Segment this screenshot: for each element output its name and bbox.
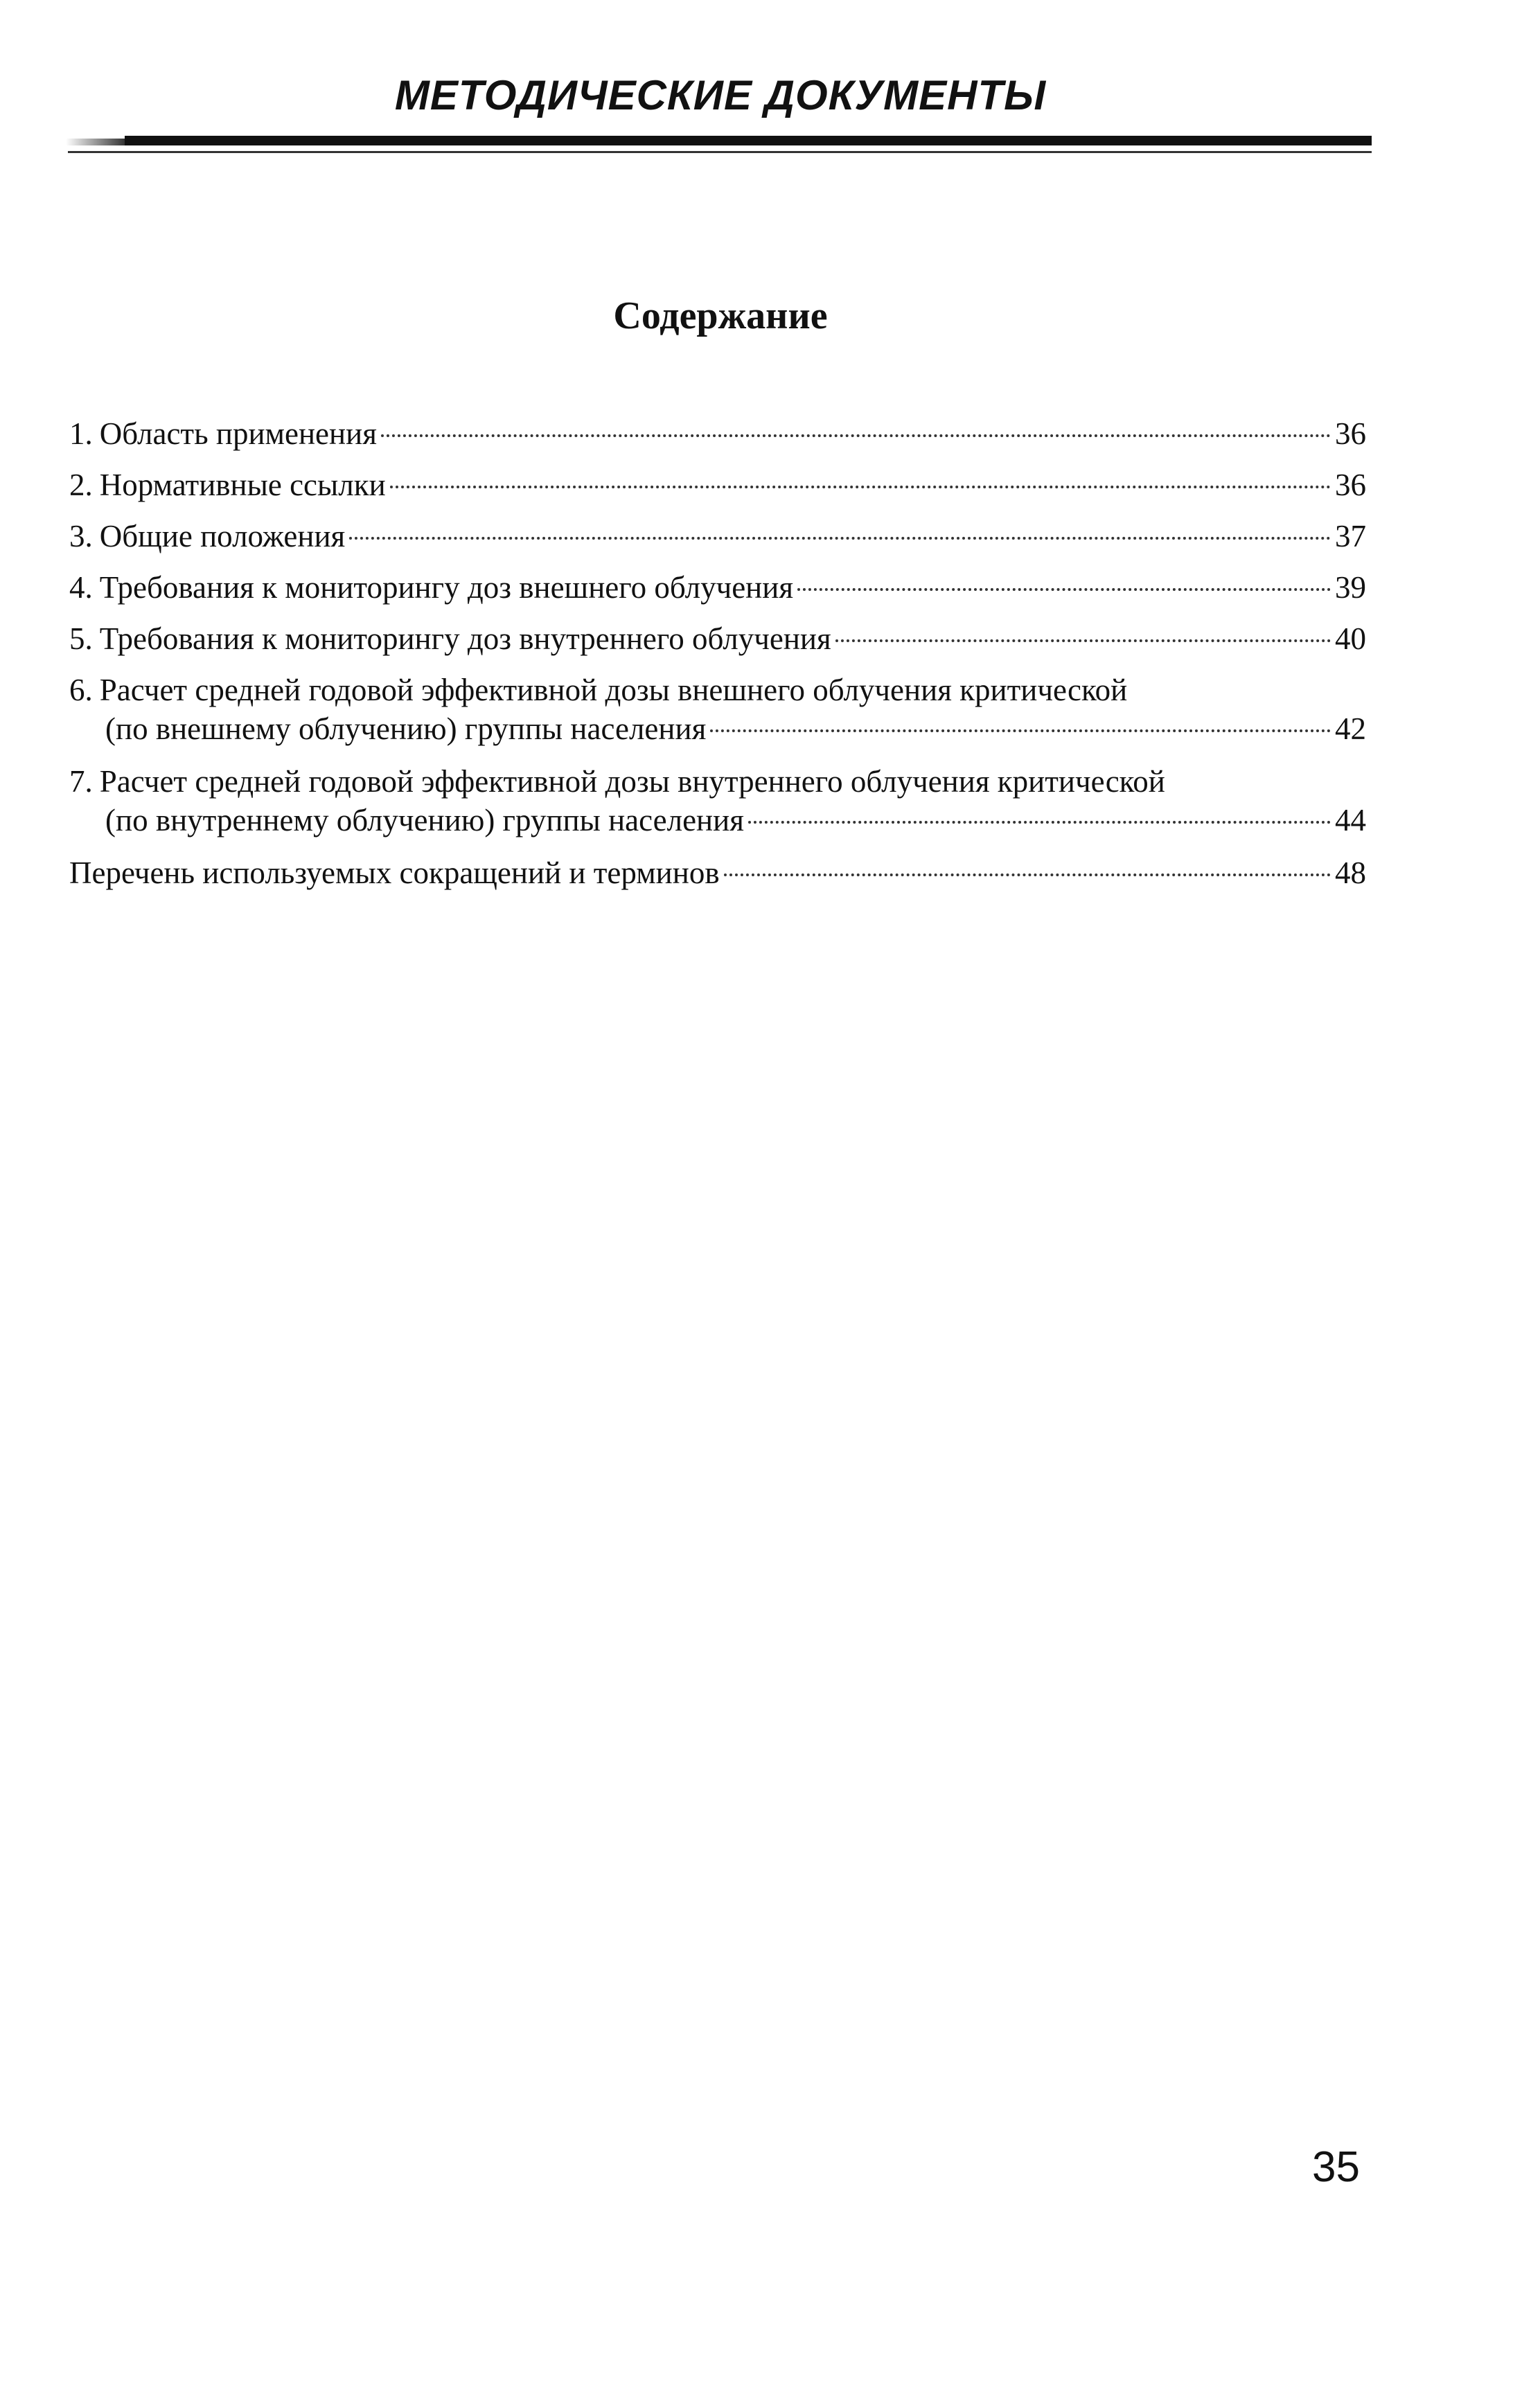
dot-leader <box>710 729 1331 732</box>
toc-entry-first-line <box>69 762 1366 801</box>
toc-entry-number: 6. <box>69 673 93 707</box>
running-header-title: МЕТОДИЧЕСКИЕ ДОКУМЕНТЫ <box>394 72 1047 118</box>
header-rule-thin <box>68 151 1372 153</box>
toc-entry-page: 37 <box>1335 519 1366 553</box>
toc-entry[interactable] <box>69 619 1366 658</box>
toc-entry-last-line <box>69 801 1366 840</box>
toc-entry-text: Расчет средней годовой эффективной дозы внутреннего облучения критической <box>99 764 1165 799</box>
toc-entry[interactable] <box>69 568 1366 607</box>
toc-entry-text: Общие положения <box>99 519 346 553</box>
toc-entry-text-continued: (по внутреннему облучению) группы населения <box>105 803 744 837</box>
dot-leader <box>349 537 1331 540</box>
toc-title: Содержание <box>613 294 828 337</box>
toc-entry-number: 3. <box>69 519 93 553</box>
toc-entry[interactable] <box>69 414 1366 453</box>
toc-entry-page: 36 <box>1335 416 1366 451</box>
toc-entry-text: Требования к мониторингу доз внутреннего облучения <box>99 621 831 656</box>
table-of-contents <box>69 414 1366 905</box>
toc-entry-text: Перечень используемых сокращений и терминов <box>69 855 720 890</box>
toc-entry-number: 4. <box>69 570 93 605</box>
toc-entry-page: 42 <box>1335 711 1366 746</box>
toc-entry-number: 5. <box>69 621 93 656</box>
toc-entry-page: 40 <box>1335 621 1366 656</box>
toc-entry-text: Расчет средней годовой эффективной дозы внешнего облучения критической <box>99 673 1128 707</box>
page-number: 35 <box>1312 2143 1360 2191</box>
dot-leader <box>797 588 1331 591</box>
toc-entry[interactable] <box>69 762 1366 840</box>
header-rule-thick <box>125 136 1372 145</box>
dot-leader <box>724 874 1331 876</box>
dot-leader <box>835 639 1331 642</box>
toc-entry[interactable] <box>69 466 1366 504</box>
toc-entry-page: 36 <box>1335 468 1366 502</box>
toc-entry-page: 48 <box>1335 855 1366 890</box>
toc-entry-number: 1. <box>69 416 93 451</box>
toc-entry[interactable] <box>69 517 1366 556</box>
dot-leader <box>748 821 1331 824</box>
toc-entry-text: Нормативные ссылки <box>99 468 386 502</box>
toc-entry[interactable] <box>69 853 1366 892</box>
dot-leader <box>390 486 1331 488</box>
toc-entry-page: 39 <box>1335 570 1366 605</box>
toc-entry-number: 7. <box>69 764 93 799</box>
toc-entry-number: 2. <box>69 468 93 502</box>
toc-entry-text: Требования к мониторингу доз внешнего облучения <box>99 570 794 605</box>
dot-leader <box>381 434 1331 437</box>
toc-entry-last-line <box>69 709 1366 748</box>
toc-entry-first-line <box>69 671 1366 709</box>
toc-entry[interactable] <box>69 671 1366 748</box>
toc-entry-text: Область применения <box>99 416 377 451</box>
toc-entry-text-continued: (по внешнему облучению) группы населения <box>105 711 707 746</box>
toc-entry-page: 44 <box>1335 803 1366 837</box>
